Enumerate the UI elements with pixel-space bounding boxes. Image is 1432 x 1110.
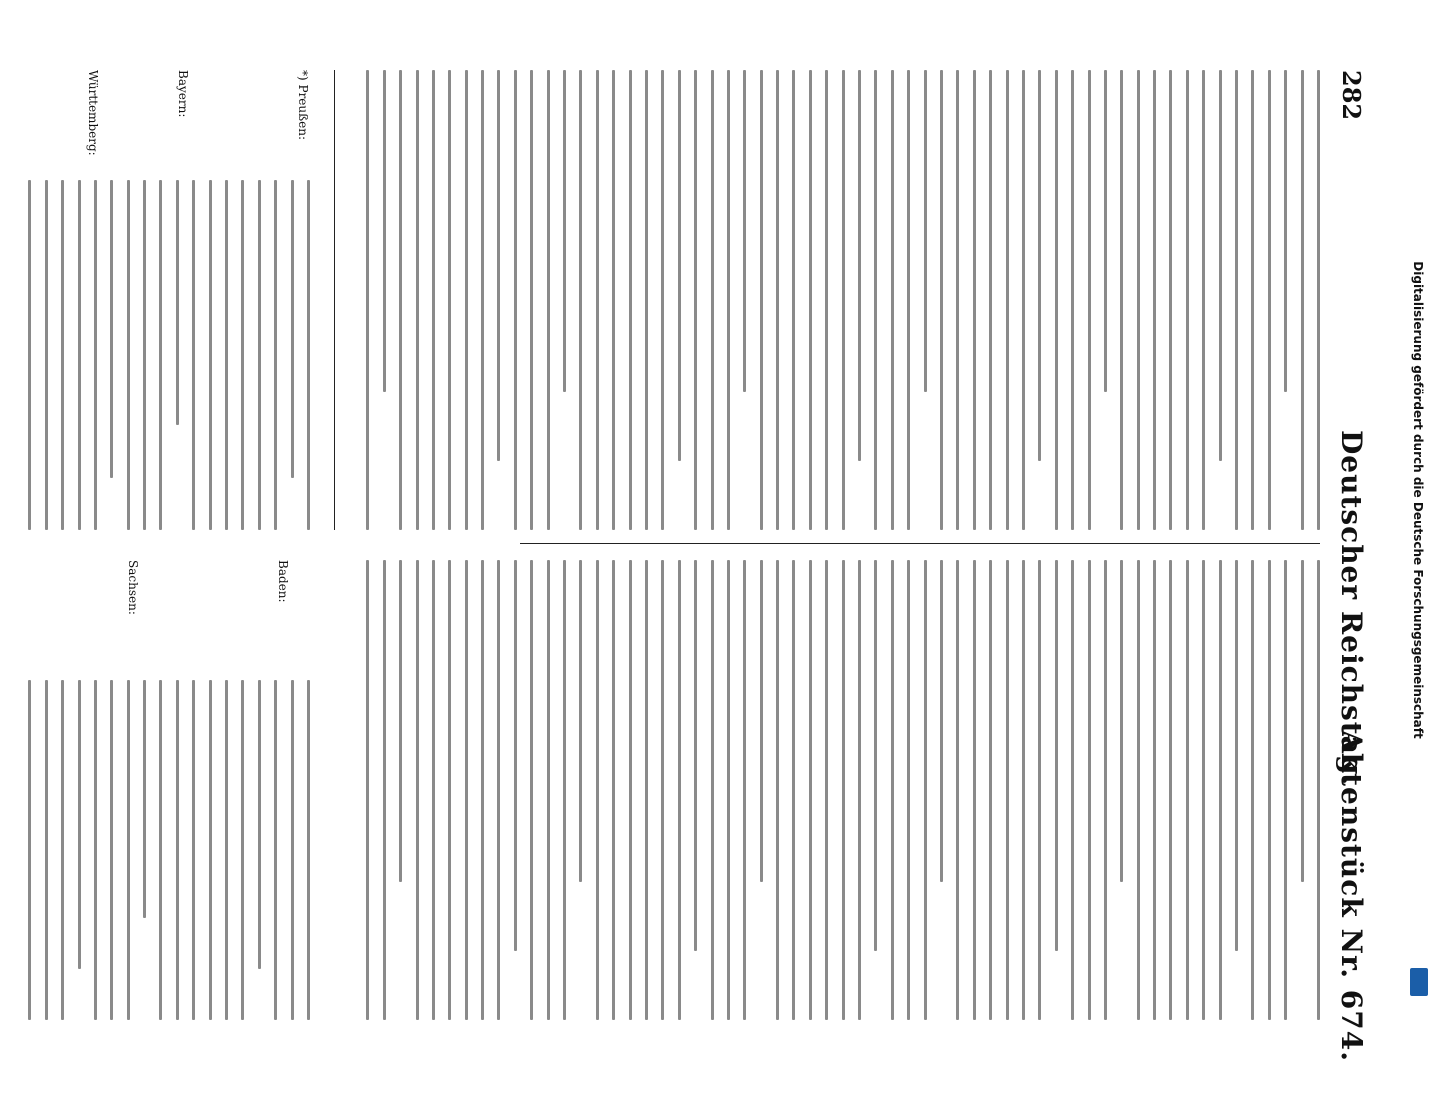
text-line [825,70,828,530]
text-line [1153,560,1156,1020]
text-line [225,180,228,530]
text-line [579,70,582,530]
text-column-left [353,70,1320,530]
text-line [399,70,402,530]
text-line [1006,560,1009,1020]
text-line [1055,70,1058,530]
text-line [1268,560,1271,1020]
text-line [907,70,910,530]
text-line [1284,70,1287,392]
text-line [924,560,927,1020]
text-line [110,680,113,1020]
text-line [940,560,943,882]
footnote-rule [334,70,335,530]
text-line [514,560,517,951]
text-line [743,560,746,1020]
page-number: 282 [1337,70,1366,121]
text-line [241,180,244,530]
text-line [629,560,632,1020]
text-line [1137,560,1140,1020]
text-line [1235,70,1238,530]
text-line [159,180,162,530]
text-line [711,560,714,1020]
text-line [956,70,959,530]
text-line [1317,70,1320,530]
text-line [727,70,730,530]
text-line [481,560,484,1020]
text-line [940,70,943,530]
footnote-text-right [15,680,310,1020]
text-line [809,70,812,530]
text-line [825,560,828,1020]
text-line [661,560,664,1020]
text-line [291,680,294,1020]
text-line [956,560,959,1020]
column-divider [520,543,1320,544]
text-line [192,680,195,1020]
text-line [416,70,419,530]
text-line [891,560,894,1020]
text-line [760,560,763,882]
text-line [858,70,861,461]
text-line [176,180,179,425]
text-line [366,70,369,530]
text-line [1137,70,1140,530]
text-line [727,560,730,1020]
text-line [1284,560,1287,1020]
text-line [1301,70,1304,530]
digitization-credit [1404,0,1432,1000]
text-line [399,560,402,882]
text-line [1120,70,1123,530]
text-line [645,70,648,530]
text-line [694,560,697,951]
text-line [973,70,976,530]
text-line [629,70,632,530]
text-line [1186,560,1189,1020]
text-line [448,70,451,530]
text-line [465,70,468,530]
text-line [274,180,277,530]
text-line [924,70,927,392]
text-line [1120,560,1123,882]
text-line [563,70,566,392]
text-line [127,680,130,1020]
page-header [1330,70,1370,1110]
text-line [45,680,48,1020]
text-line [241,680,244,1020]
text-column-right [353,560,1320,1020]
text-line [78,180,81,530]
text-line [110,180,113,478]
text-line [793,70,796,530]
text-line [1235,560,1238,951]
text-line [563,560,566,1020]
text-line [481,70,484,530]
text-line [1104,560,1107,1020]
text-line [842,560,845,1020]
text-line [1169,560,1172,1020]
text-line [307,180,310,530]
text-line [743,70,746,392]
text-line [596,560,599,1020]
footnote-text-left [15,180,310,530]
dfg-logo [1410,968,1428,996]
text-line [793,560,796,1020]
text-line [416,560,419,1020]
text-line [1186,70,1189,530]
footnote-prussia: *) Preußen: [296,70,310,141]
text-line [514,70,517,530]
text-line [1071,70,1074,530]
text-line [678,560,681,1020]
text-line [1153,70,1156,530]
text-line [1317,560,1320,1020]
text-line [1301,560,1304,882]
text-line [94,180,97,530]
text-line [612,70,615,530]
text-line [1169,70,1172,530]
text-line [497,70,500,461]
text-line [1251,70,1254,530]
text-line [858,560,861,1020]
text-line [127,180,130,530]
text-line [530,560,533,1020]
text-line [209,180,212,530]
footnote-bavaria: Bayern: [176,70,190,118]
credit-text: Digitalisierung gefördert durch die Deutsche Forschungsgemeinschaft [1411,261,1425,739]
text-line [61,680,64,1020]
text-line [258,180,261,530]
text-line [307,680,310,1020]
footnote-saxony: Sachsen: [126,560,140,615]
text-line [1104,70,1107,392]
text-line [432,70,435,530]
text-line [1202,560,1205,1020]
text-line [432,560,435,1020]
text-line [497,560,500,1020]
page-title: Deutscher Reichstag. [1335,430,1368,787]
text-line [1022,70,1025,530]
text-line [143,680,146,918]
text-line [891,70,894,530]
text-line [1006,70,1009,530]
text-line [907,560,910,1020]
text-line [78,680,81,969]
text-line [291,180,294,478]
text-line [159,680,162,1020]
text-line [28,180,31,530]
text-line [1088,560,1091,1020]
text-line [989,70,992,530]
text-line [465,560,468,1020]
text-line [776,70,779,530]
text-line [1088,70,1091,530]
text-line [661,70,664,530]
text-line [530,70,533,530]
text-line [1038,70,1041,461]
text-line [366,560,369,1020]
text-line [776,560,779,1020]
text-line [274,680,277,1020]
text-line [874,560,877,951]
text-line [842,70,845,530]
text-line [1071,560,1074,1020]
text-line [176,680,179,1020]
text-line [1219,560,1222,1020]
footnote-baden: Baden: [276,560,290,603]
text-line [760,70,763,530]
text-line [192,180,195,530]
text-line [694,70,697,530]
text-line [1268,70,1271,530]
text-line [383,70,386,392]
document-number: Aktenstück Nr. 674. [1335,730,1368,1062]
text-line [94,680,97,1020]
text-line [547,560,550,1020]
text-line [1055,560,1058,951]
text-line [1202,70,1205,530]
text-line [1219,70,1222,461]
text-line [143,180,146,530]
text-line [383,560,386,1020]
text-line [547,70,550,530]
text-line [874,70,877,530]
text-line [225,680,228,1020]
text-line [209,680,212,1020]
text-line [579,560,582,882]
text-line [61,180,64,530]
text-line [989,560,992,1020]
text-line [258,680,261,969]
text-line [711,70,714,530]
text-line [596,70,599,530]
text-line [28,680,31,1020]
text-line [1038,560,1041,1020]
text-line [678,70,681,461]
text-line [612,560,615,1020]
text-line [645,560,648,1020]
text-line [45,180,48,530]
text-line [1251,560,1254,1020]
footnote-wurttemberg: Württemberg: [86,70,100,156]
text-line [1022,560,1025,1020]
text-line [973,560,976,1020]
text-line [448,560,451,1020]
text-line [809,560,812,1020]
